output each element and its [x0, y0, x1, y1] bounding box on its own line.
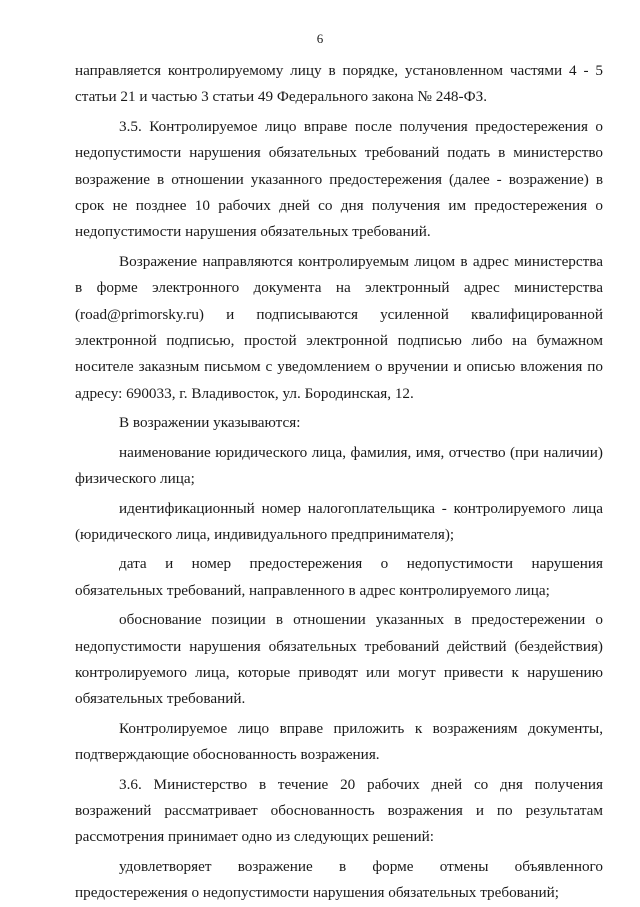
document-body	[75, 58, 603, 907]
list-item-name: наименование юридического лица, фамилия, имя, отчество (при наличии) физического лица;	[75, 443, 603, 488]
paragraph-objection-submission: Возражение направляются контролируемым лицом в адрес министерства в форме электронного документа на электронный адрес министерства (road@primorsky.ru) и подписываются усиленной квалифицированной электронной подписью, простой электронной подписью либо на бумажном носителе заказным письмом с уведомлением о вручении и описью вложения по адресу: 690033, г. Владивосток, ул. Бородинская, 12.	[75, 252, 603, 402]
list-item-date-number: дата и номер предостережения о недопустимости нарушения обязательных требований, направленного в адрес контролируемого лица;	[75, 555, 603, 599]
paragraph-3-5: 3.5. Контролируемое лицо вправе после получения предостережения о недопустимости нарушения обязательных требований подать в министерство возражение в отношении указанного предостережения (далее - возражение) в срок не позднее 10 рабочих дней со дня получения им предостережения о недопустимости нарушения обязательных требований.	[75, 117, 603, 241]
paragraph-attachments: Контролируемое лицо вправе приложить к возражениям документы, подтверждающие обоснованность возражения.	[75, 719, 603, 764]
list-item-justification: обоснование позиции в отношении указанных в предостережении о недопустимости нарушения обязательных требований действий (бездействия) контролируемого лица, которые приводят или могут привести к нарушению обязательных требований.	[75, 611, 603, 708]
paragraph-objection-contents-intro: В возражении указываются:	[119, 414, 301, 432]
list-item-satisfy-objection: удовлетворяет возражение в форме отмены объявленного предостережения о недопустимости нарушения обязательных требований;	[75, 857, 603, 902]
paragraph-continuation: направляется контролируемому лицу в порядке, установленном частями 4 - 5 статьи 21 и частью 3 статьи 49 Федерального закона № 248-ФЗ.	[75, 62, 603, 106]
page-number: 6	[316, 31, 324, 46]
paragraph-3-6: 3.6. Министерство в течение 20 рабочих дней со дня получения возражений рассматривает обоснованность возражения и по результатам рассмотрения принимает одно из следующих решений:	[75, 775, 603, 846]
list-item-inn: идентификационный номер налогоплательщика - контролируемого лица (юридического лица, индивидуального предпринимателя);	[75, 499, 603, 543]
